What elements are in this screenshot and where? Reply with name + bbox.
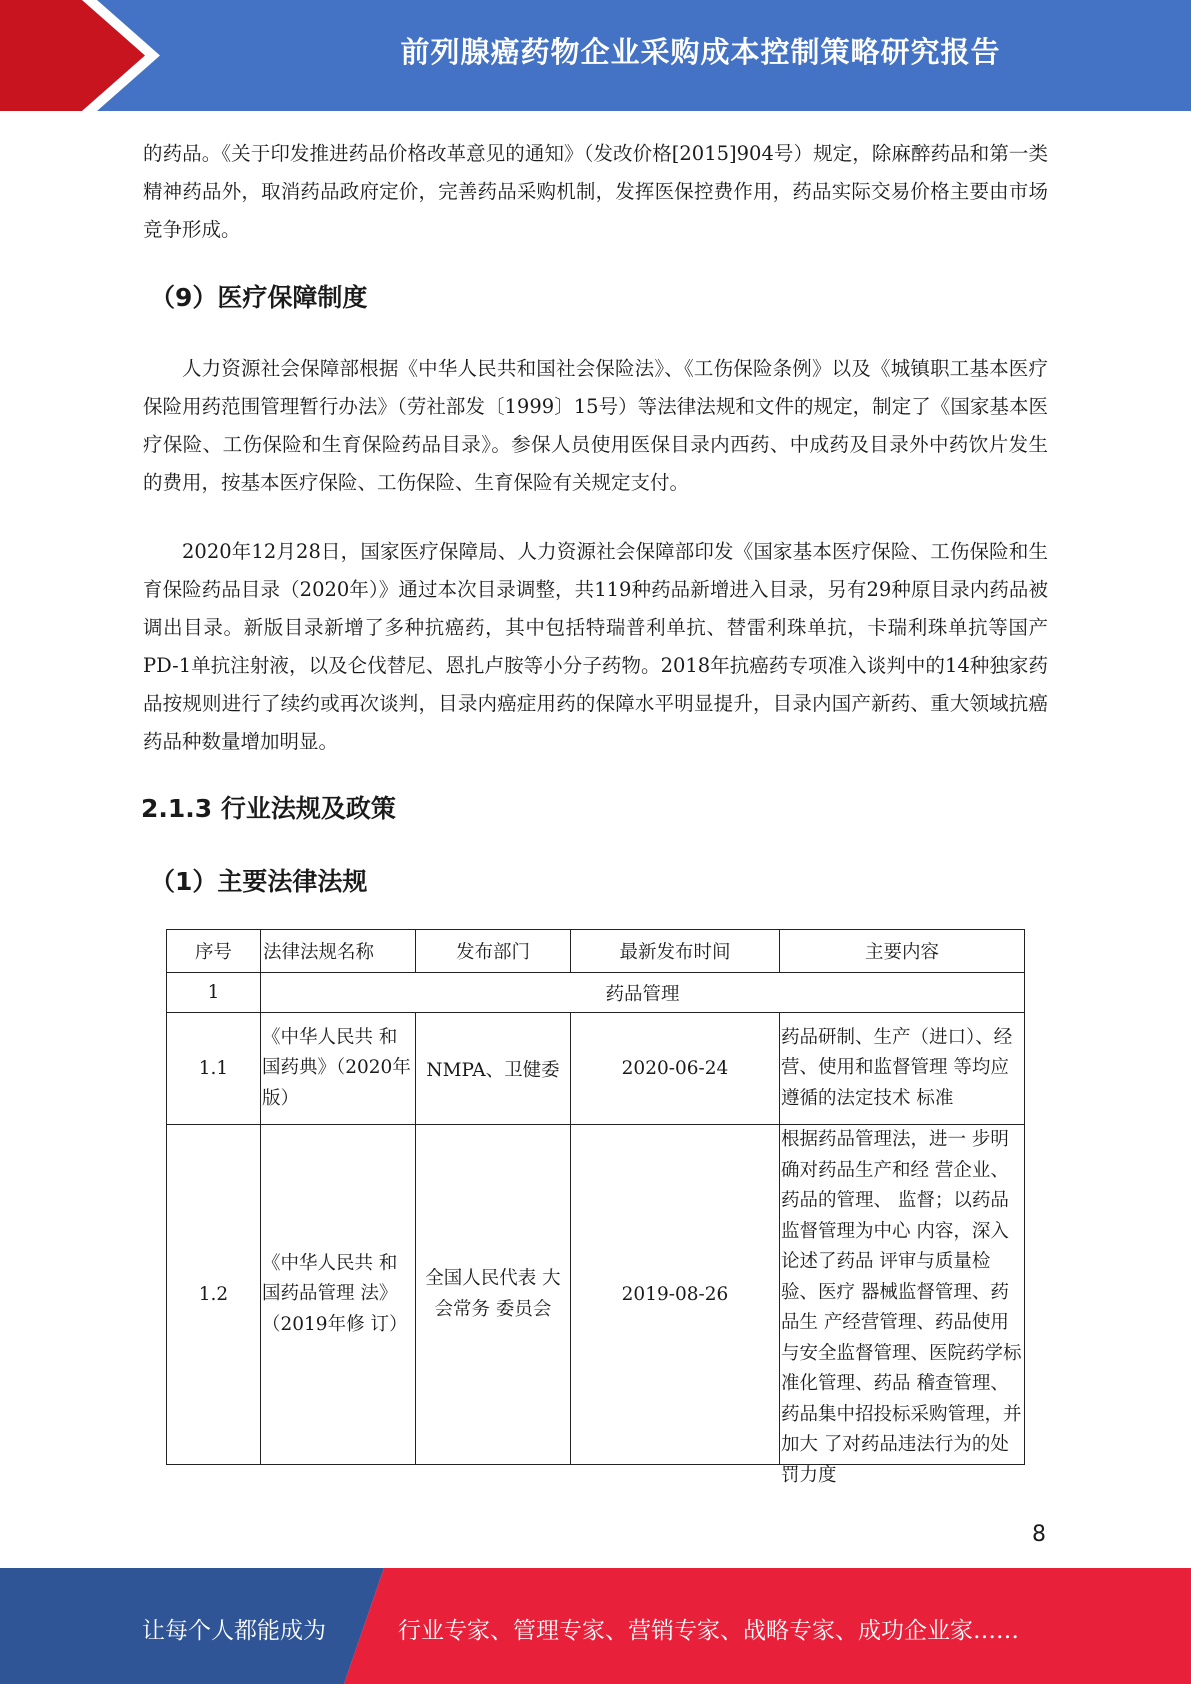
page-footer [0,1568,1191,1684]
cell-dept: 全国人民代表 大会常务 委员会 [416,1125,571,1465]
header-cell-name: 法律法规名称 [261,930,416,973]
cell-no: 1.2 [167,1125,261,1465]
laws-table [166,929,1025,1486]
cell-no: 1.1 [167,1013,261,1125]
footer-slogan-right: 行业专家、管理专家、营销专家、战略专家、成功企业家…… [398,1618,1019,1644]
paragraph-2020-catalog [143,533,1048,761]
header-cell-dept: 发布部门 [416,930,571,973]
header-cell-date: 最新发布时间 [571,930,780,973]
report-title: 前列腺癌药物企业采购成本控制策略研究报告 [400,35,1001,69]
cell-date: 2020-06-24 [571,1013,780,1125]
page-number: 8 [1032,1522,1046,1547]
header-cell-content: 主要内容 [780,930,1025,973]
table-row [167,1013,1025,1125]
cell-name: 《中华人民共 和国药品管理 法》（2019年修 订） [261,1125,416,1465]
paragraph-pricing [143,135,1048,249]
paragraph-insurance-catalog [143,350,1048,502]
table-row [167,973,1025,1013]
heading-section-2-1-3: 2.1.3 行业法规及政策 [141,794,396,823]
cell-no: 1 [167,973,261,1013]
cell-date: 2019-08-26 [571,1125,780,1465]
heading-medical-insurance: （9）医疗保障制度 [150,283,368,312]
paragraph-text: 2020年12月28日，国家医疗保障局、人力资源社会保障部印发《国家基本医疗保险、工伤保险和生育保险药品目录（2020年）》通过本次目录调整，共119种药品新增进入目录，另有29种原目录内药品被调出目录。新版目录新增了多种抗癌药，其中包括特瑞普利单抗、替雷利珠单抗，卡瑞利珠单抗等国产PD-1单抗注射液，以及仑伐替尼、恩扎卢胺等小分子药物。2018年抗癌药专项准入谈判中的14种独家药品按规则进行了续约或再次谈判，目录内癌症用药的保障水平明显提升，目录内国产新药、重大领域抗癌药品种数量增加明显。 [143,540,1048,753]
paragraph-text: 的药品。《关于印发推进药品价格改革意见的通知》（发改价格[2015]904号）规定，除麻醉药品和第一类精神药品外，取消药品政府定价，完善药品采购机制，发挥医保控费作用，药品实际交易价格主要由市场竞争形成。 [143,142,1048,241]
footer-slogan-left: 让每个人都能成为 [142,1618,326,1644]
table-header-row [167,930,1025,973]
header-cell-no: 序号 [167,930,261,973]
cell-name: 《中华人民共 和国药典》（2020年版） [261,1013,416,1125]
cell-section: 药品管理 [261,973,1025,1013]
cell-content: 药品研制、生产（进口）、经营、使用和监督管理 等均应遵循的法定技术 标准 [780,1013,1025,1125]
cell-content-wrapper [780,1125,1025,1486]
paragraph-text: 人力资源社会保障部根据《中华人民共和国社会保险法》、《工伤保险条例》以及《城镇职工基本医疗保险用药范围管理暂行办法》（劳社部发〔1999〕15号）等法律法规和文件的规定，制定了《国家基本医疗保险、工伤保险和生育保险药品目录》。参保人员使用医保目录内西药、中成药及目录外中药饮片发生的费用，按基本医疗保险、工伤保险、生育保险有关规定支付。 [143,357,1048,494]
heading-main-laws: （1）主要法律法规 [150,867,368,896]
cell-content: 根据药品管理法，进一 步明确对药品生产和经 营企业、药品的管理、 监督；以药品监督管理为中心 内容，深入论述了药品 评审与质量检验、医疗 器械监督管理、药品生 产经营管理、药品使用 与安全监督管理、医院药学标准化管理、药品 稽查管理、药品集中招投标采购管理，并加大 了对药品违法行为的处 罚力度 [781,1129,1022,1486]
page-header [0,0,1191,111]
table-row [167,1125,1025,1465]
cell-dept: NMPA、卫健委 [416,1013,571,1125]
